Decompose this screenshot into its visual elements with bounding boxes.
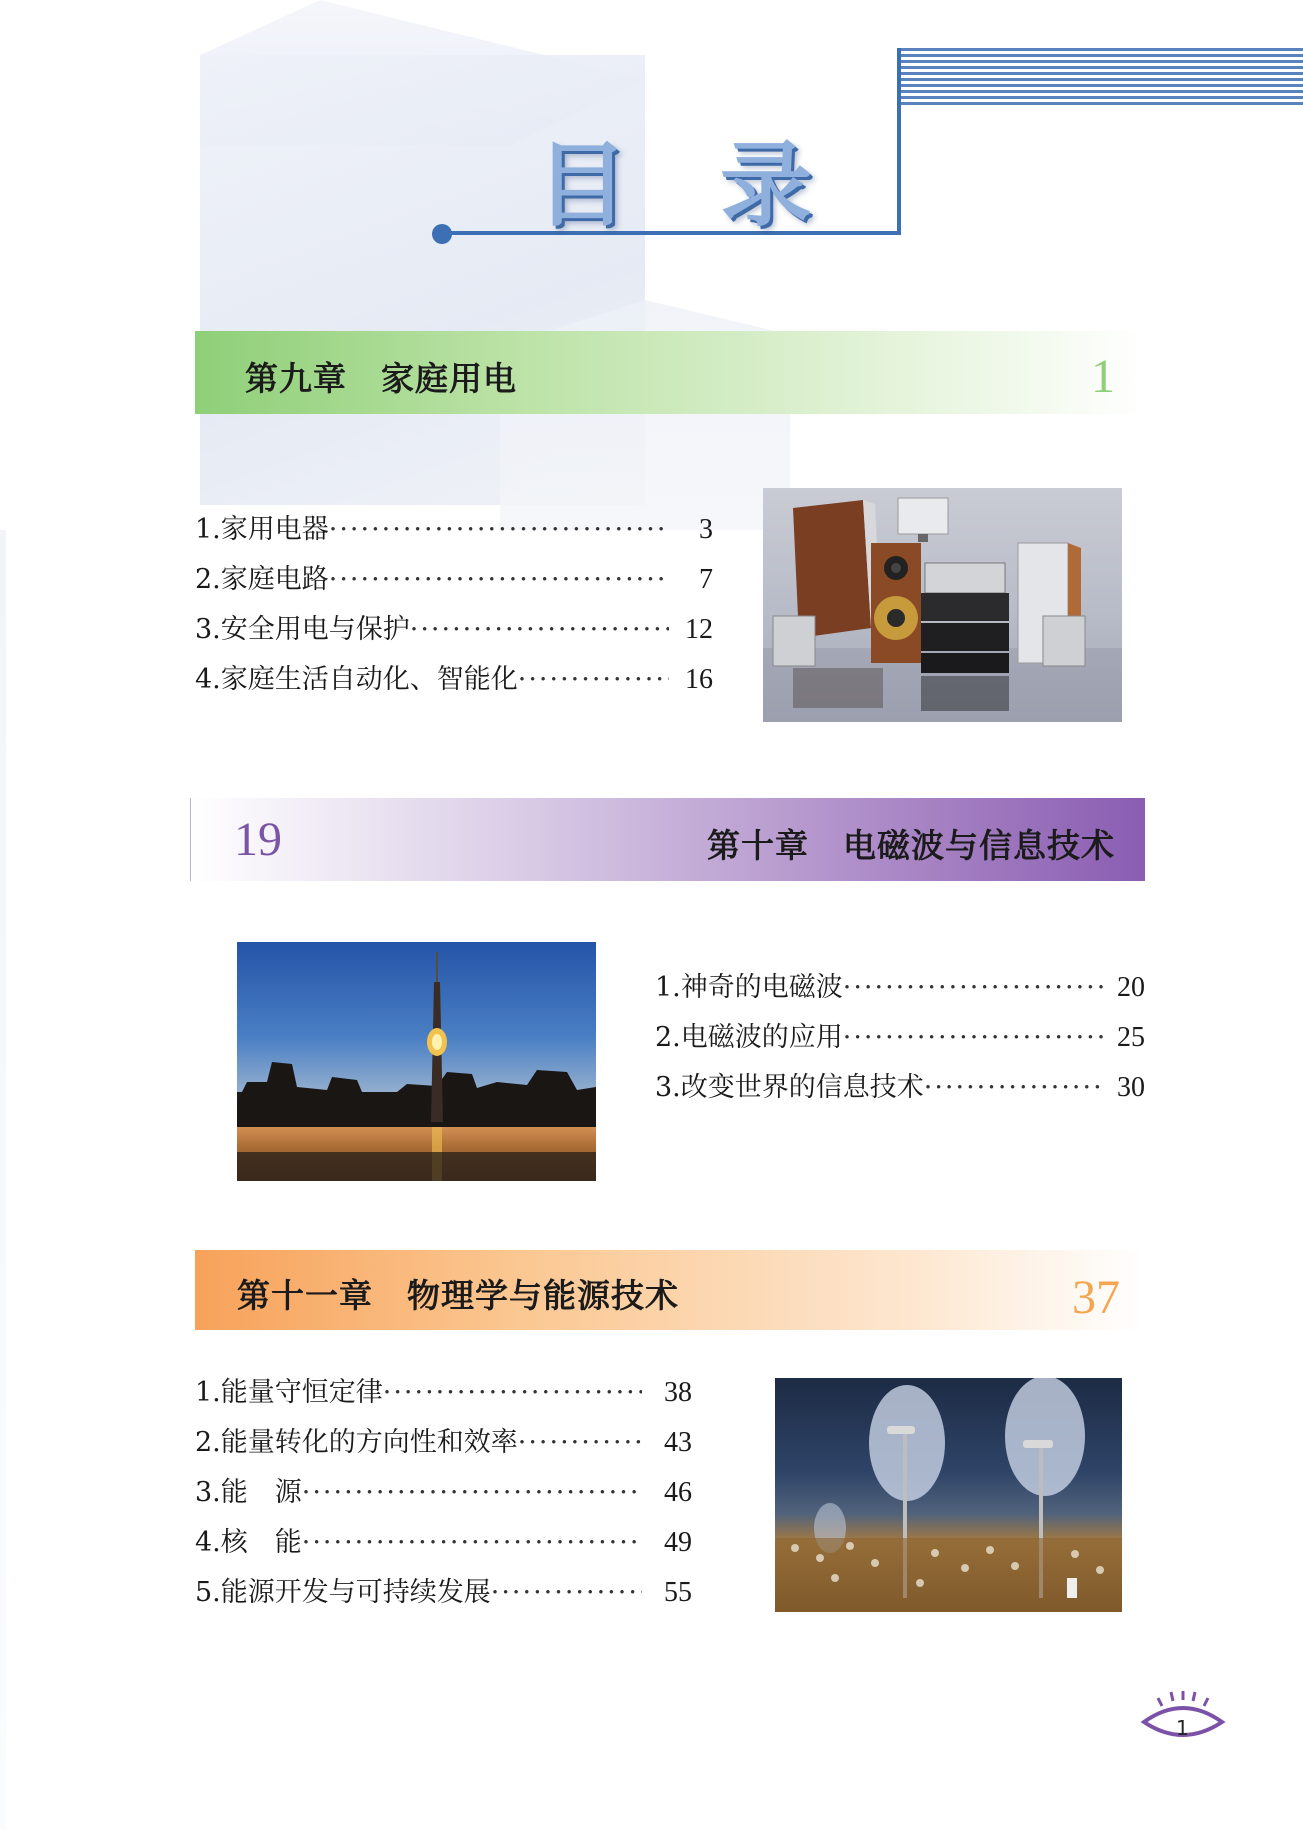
title-bullet-dot bbox=[432, 224, 452, 244]
chapter-11-label: 第十一章 bbox=[237, 1276, 373, 1315]
section-label: 4.核 能 bbox=[195, 1527, 302, 1558]
toc-row[interactable] bbox=[195, 1368, 692, 1418]
leader-dots bbox=[518, 1418, 642, 1468]
section-label: 3.安全用电与保护 bbox=[195, 614, 410, 645]
section-page: 25 bbox=[1117, 1022, 1145, 1053]
toc-row[interactable] bbox=[195, 605, 713, 655]
chapter-10-page: 19 bbox=[234, 813, 282, 866]
toc-row[interactable] bbox=[655, 963, 1145, 1013]
chapter-10-header[interactable] bbox=[190, 798, 1145, 881]
section-page: 49 bbox=[664, 1527, 692, 1558]
toc-row[interactable] bbox=[655, 1013, 1145, 1063]
chapter-9-toc bbox=[195, 505, 713, 705]
section-page: 46 bbox=[664, 1477, 692, 1508]
toc-row[interactable] bbox=[655, 1063, 1145, 1113]
chapter-10-name: 电磁波与信息技术 bbox=[843, 826, 1115, 865]
toc-row[interactable] bbox=[195, 505, 713, 555]
chapter-9-title bbox=[245, 353, 517, 400]
toc-row[interactable] bbox=[195, 1518, 692, 1568]
chapter-9-page: 1 bbox=[1091, 350, 1115, 403]
leader-dots bbox=[410, 605, 669, 655]
toc-row[interactable] bbox=[195, 1568, 692, 1618]
section-label: 5.能源开发与可持续发展 bbox=[195, 1577, 491, 1608]
leader-dots bbox=[329, 505, 669, 555]
leader-dots bbox=[383, 1368, 642, 1418]
chapter-9-name: 家庭用电 bbox=[381, 359, 517, 398]
section-page: 30 bbox=[1117, 1072, 1145, 1103]
leader-dots bbox=[302, 1468, 642, 1518]
section-label: 1.能量守恒定律 bbox=[195, 1377, 383, 1408]
chapter-9-label: 第九章 bbox=[245, 359, 347, 398]
chapter-10-toc bbox=[655, 963, 1145, 1113]
toc-row[interactable] bbox=[195, 655, 713, 705]
section-label: 1.神奇的电磁波 bbox=[655, 972, 843, 1003]
leader-dots bbox=[302, 1518, 642, 1568]
leader-dots bbox=[924, 1063, 1105, 1113]
toc-row[interactable] bbox=[195, 1468, 692, 1518]
stereo-system-photo bbox=[763, 488, 1122, 722]
chapter-11-page: 37 bbox=[1072, 1271, 1120, 1324]
leader-dots bbox=[843, 963, 1105, 1013]
section-label: 2.家庭电路 bbox=[195, 564, 329, 595]
section-page: 7 bbox=[699, 564, 713, 595]
chapter-11-header[interactable] bbox=[195, 1250, 1145, 1330]
page-number: 1 bbox=[1176, 1716, 1189, 1740]
chapter-10-label: 第十章 bbox=[707, 826, 809, 865]
wind-turbine-photo bbox=[775, 1378, 1122, 1612]
chapter-11-title bbox=[237, 1270, 679, 1317]
section-label: 3.能 源 bbox=[195, 1477, 302, 1508]
chapter-10-title bbox=[707, 820, 1115, 867]
left-edge-strip bbox=[0, 530, 6, 1830]
section-page: 12 bbox=[685, 614, 713, 645]
leader-dots bbox=[843, 1013, 1105, 1063]
section-label: 2.电磁波的应用 bbox=[655, 1022, 843, 1053]
page-title: 目录 bbox=[536, 132, 905, 239]
tv-tower-photo bbox=[237, 942, 596, 1181]
section-label: 3.改变世界的信息技术 bbox=[655, 1072, 924, 1103]
section-label: 2.能量转化的方向性和效率 bbox=[195, 1427, 518, 1458]
toc-row[interactable] bbox=[195, 555, 713, 605]
section-page: 38 bbox=[664, 1377, 692, 1408]
leader-dots bbox=[491, 1568, 642, 1618]
leader-dots bbox=[518, 655, 669, 705]
section-page: 43 bbox=[664, 1427, 692, 1458]
chapter-11-toc bbox=[195, 1368, 692, 1618]
header-stripes bbox=[898, 48, 1303, 106]
section-page: 3 bbox=[699, 514, 713, 545]
section-label: 1.家用电器 bbox=[195, 514, 329, 545]
chapter-11-name: 物理学与能源技术 bbox=[407, 1276, 679, 1315]
section-page: 16 bbox=[685, 664, 713, 695]
leader-dots bbox=[329, 555, 669, 605]
chapter-9-header[interactable] bbox=[195, 331, 1145, 414]
toc-row[interactable] bbox=[195, 1418, 692, 1468]
section-page: 55 bbox=[664, 1577, 692, 1608]
section-page: 20 bbox=[1117, 972, 1145, 1003]
section-label: 4.家庭生活自动化、智能化 bbox=[195, 664, 518, 695]
